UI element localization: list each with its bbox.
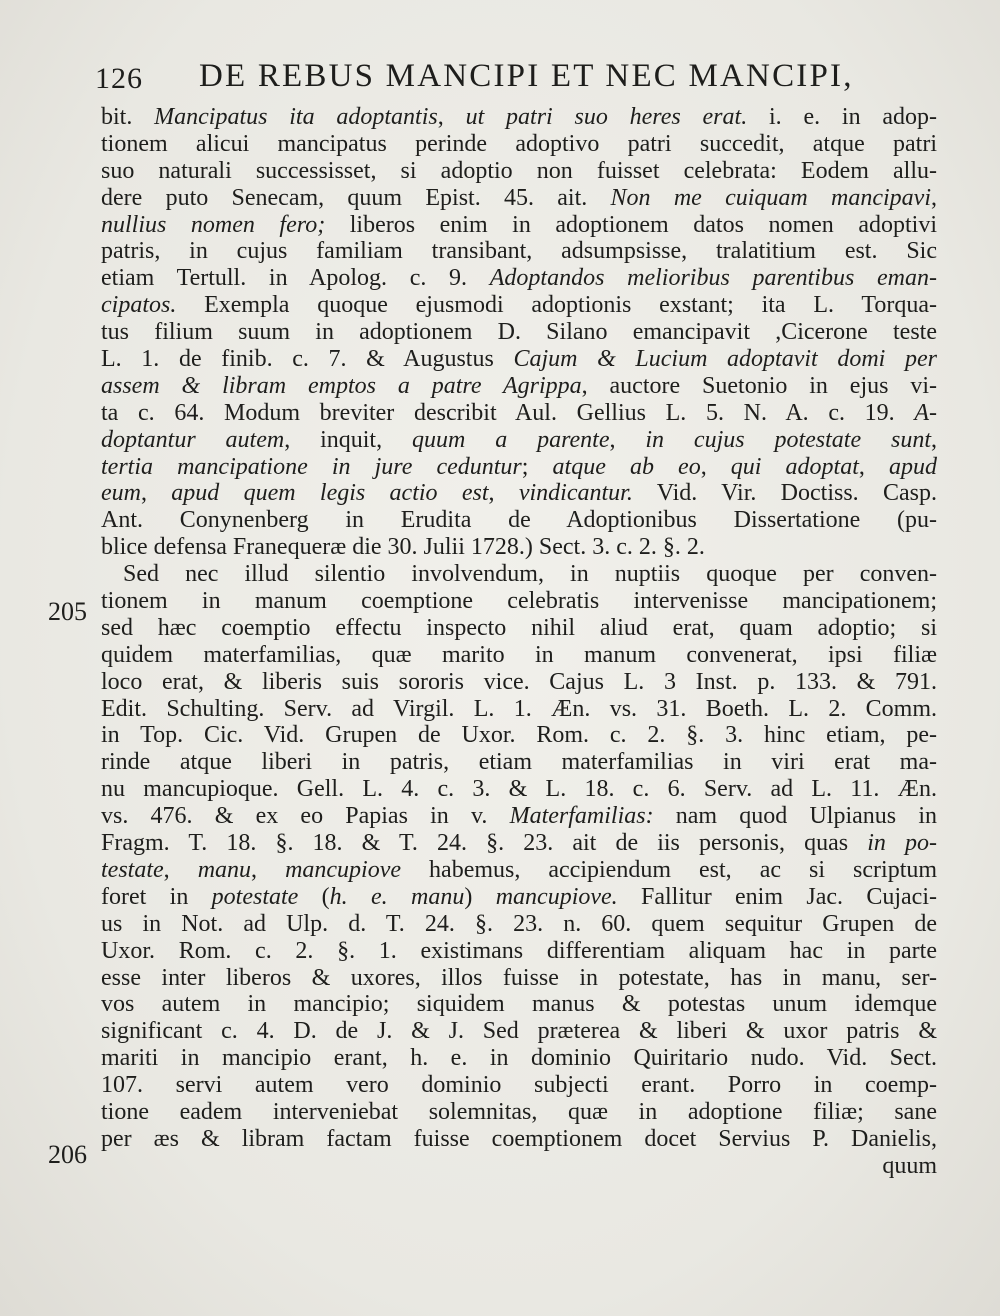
text-run: Exempla quoque ejusmodi adoptionis exstant; ita L. Torqua- [176,292,937,319]
text-run: loco erat, & liberis suis sororis vice. Cajus L. 3 Inst. p. 133. & 791. [101,668,937,695]
text-run: us in Not. ad Ulp. d. T. 24. §. 23. n. 60. quem sequitur Grupen de [101,910,937,937]
text-run: vs. 476. & ex eo Papias in v. [101,803,510,830]
italic-text-run: doptantur autem [101,426,285,453]
text-run: vos autem in mancipio; siquidem manus & potestas unum idemque [101,991,937,1018]
text-line [101,884,937,911]
text-run: quum [882,1152,937,1179]
text-run: , inquit, [284,426,412,453]
text-line [101,1126,937,1153]
text-run: quidem materfamilias, quæ marito in manum convenerat, ipsi filiæ [101,641,937,668]
italic-text-run: manu [197,856,252,883]
text-run: dere puto Senecam, quum Epist. 45. ait. [101,184,611,211]
text-run: , [609,426,646,453]
text-line [101,292,937,319]
text-line [101,185,937,212]
margin-section-number: 205 [48,597,87,626]
text-line [101,400,937,427]
text-run: ; [521,453,553,480]
text-line [101,212,937,239]
text-line [101,265,937,292]
text-line [101,669,937,696]
text-line [101,722,937,749]
italic-text-run: assem & libram emptos a patre Agrippa [101,372,582,399]
text-run: ) [464,883,496,910]
text-line [101,911,937,938]
italic-text-run: Materfamilias: [509,803,654,830]
page-number: 126 [95,62,143,95]
text-run: blice defensa Franequeræ die 30. Julii 1728.) Sect. 3. c. 2. §. 2. [101,534,705,561]
text-run: Edit. Schulting. Serv. ad Virgil. L. 1. Æn. vs. 31. Boeth. L. 2. Comm. [101,695,937,722]
text-line [101,588,937,615]
text-line [101,534,937,561]
italic-text-run: nullius nomen fero; [101,211,326,238]
italic-text-run: testate [101,856,164,883]
text-run: nam quod Ulpianus in [653,803,937,830]
italic-text-run: Non me cuiquam mancipavi [610,184,931,211]
italic-text-run: apud quem legis actio est [171,480,489,507]
text-line [101,480,937,507]
italic-text-run: potestate [211,883,299,910]
text-line [101,830,937,857]
text-run: L. 1. de finib. c. 7. & Augustus [101,346,514,373]
italic-text-run: Cajum & Lucium adoptavit domi per [513,346,937,373]
italic-text-run: Adoptandos melioribus parentibus eman- [489,265,937,292]
italic-text-run: mancupiove [285,856,402,883]
text-run: patris, in cujus familiam transibant, adsumpsisse, tralatitium est. Sic [101,238,937,265]
text-line [101,561,937,588]
italic-text-run: atque ab eo [552,453,701,480]
text-run: , [140,480,172,507]
running-head: DE REBUS MANCIPI ET NEC MANCIPI, [199,58,854,94]
text-line [101,696,937,723]
text-line [101,1099,937,1126]
text-run: nu mancupioque. Gell. L. 4. c. 3. & L. 18. c. 6. Serv. ad L. 11. Æn. [101,776,937,803]
italic-text-run: eum [101,480,141,507]
italic-text-run: in po- [867,830,937,857]
text-line [101,104,937,131]
text-run: liberos enim in adoptionem datos nomen adoptivi [325,211,938,238]
text-line [101,857,937,884]
text-line [101,346,937,373]
text-run: bit. [101,104,155,130]
text-line [101,373,937,400]
text-line [101,776,937,803]
text-run: per æs & libram factam fuisse coemptionem docet Servius P. Danielis, [101,1125,937,1152]
text-line [101,319,937,346]
text-line [101,131,937,158]
text-line [101,507,937,534]
italic-text-run: mancupiove. [495,883,618,910]
text-run: tionem alicui mancipatus perinde adoptivo patri succedit, atque patri [101,130,937,157]
text-run: , [437,104,466,130]
margin-section-number: 206 [48,1140,87,1169]
text-run: , [163,856,198,883]
text-run: habemus, accipiendum est, ac si scriptum [401,856,938,883]
text-run: in Top. Cic. Vid. Grupen de Uxor. Rom. c. 2. §. 3. hinc etiam, pe- [101,722,937,749]
page-header [95,58,935,102]
text-run: Sed nec illud silentio involvendum, in nuptiis quoque per conven- [123,561,937,588]
text-run: , [858,453,889,480]
text-line [101,427,937,454]
text-run: , auctore Suetonio in ejus vi- [581,372,937,399]
text-line [101,803,937,830]
italic-text-run: in cujus potestate sunt [645,426,932,453]
text-run: Vid. Vir. Doctiss. Casp. [632,480,937,507]
italic-text-run: vindicantur. [518,480,633,507]
italic-text-run: Mancipatus ita adoptantis [154,104,438,130]
text-run: i. e. in adop- [747,104,938,130]
text-run: Ant. Conynenberg in Erudita de Adoptionibus Dissertatione (pu- [101,507,937,534]
text-run: , [930,184,937,211]
text-run: , [931,426,938,453]
catchword [101,1153,937,1180]
text-run: esse inter liberos & uxores, illos fuisse in potestate, has in manu, ser- [101,964,937,991]
text-run: foret in [101,883,212,910]
text-run: ta c. 64. Modum breviter describit Aul. Gellius L. 5. N. A. c. 19. [101,399,915,426]
text-run: tionem in manum coemptione celebratis intervenisse mancipationem; [101,588,937,615]
text-run: mariti in mancipio erant, h. e. in dominio Quiritario nudo. Vid. Sect. [101,1045,937,1072]
text-line [101,158,937,185]
italic-text-run: quum a parente [411,426,610,453]
text-line [101,749,937,776]
text-run: , [251,856,286,883]
text-run: , [700,453,731,480]
text-run: sed hæc coemptio effectu inspecto nihil aliud erat, quam adoptio; si [101,614,937,641]
italic-text-run: qui adoptat [730,453,859,480]
text-run: etiam Tertull. in Apolog. c. 9. [101,265,490,292]
italic-text-run: apud [889,453,937,480]
italic-text-run: tertia mancipatione in jure ceduntur [101,453,522,480]
text-run: rinde atque liberi in patris, etiam materfamilias in viri erat ma- [101,749,937,776]
italic-text-run: ut patri suo heres erat. [465,104,748,130]
text-line [101,1018,937,1045]
text-line [101,454,937,481]
italic-text-run: A- [914,399,937,426]
text-line [101,238,937,265]
text-run: tione eadem interveniebat solemnitas, quæ in adoptione filiæ; sane [101,1098,937,1125]
italic-text-run: h. e. manu [329,883,465,910]
text-run: Fallitur enim Jac. Cujaci- [617,883,937,910]
text-run: suo naturali successisset, si adoptio non fuisset celebrata: Eodem allu- [101,157,937,184]
text-run: Fragm. T. 18. §. 18. & T. 24. §. 23. ait de iis personis, quas [101,830,868,857]
text-line [101,991,937,1018]
text-run: 107. servi autem vero dominio subjecti erant. Porro in coemp- [101,1072,937,1099]
text-line [101,965,937,992]
text-run: , [488,480,519,507]
text-run: ( [298,883,330,910]
text-run: Uxor. Rom. c. 2. §. 1. existimans differentiam aliquam hac in parte [101,937,937,964]
text-run: significant c. 4. D. de J. & J. Sed præterea & liberi & uxor patris & [101,1018,937,1045]
text-run: tus filium suum in adoptionem D. Silano emancipavit ,Cicerone teste [101,319,937,346]
text-line [101,1072,937,1099]
text-line [101,938,937,965]
text-line [101,615,937,642]
italic-text-run: cipatos. [101,292,177,319]
body-text [101,104,937,1180]
text-line [101,642,937,669]
text-line [101,1045,937,1072]
